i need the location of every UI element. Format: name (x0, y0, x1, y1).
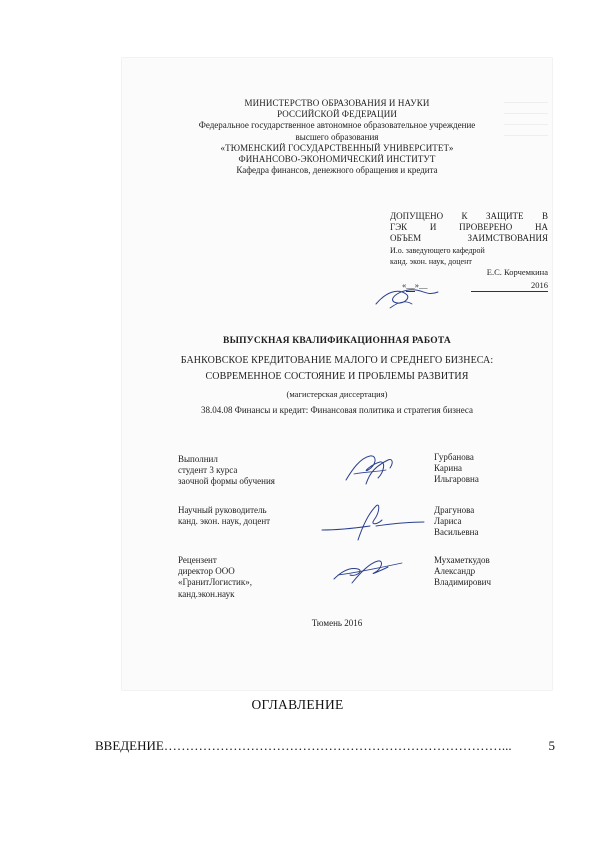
thesis-title-line: БАНКОВСКОЕ КРЕДИТОВАНИЕ МАЛОГО И СРЕДНЕГО БИЗНЕСА: (180, 355, 494, 366)
institution-header (122, 98, 552, 176)
author-role: Выполнил студент 3 курса заочной формы обучения (178, 454, 275, 487)
author-name: Гурбанова Карина Ильгаровна (434, 452, 479, 485)
supervisor-role: Научный руководитель канд. экон. наук, доцент (178, 505, 271, 527)
approval-signer-line (390, 267, 548, 278)
date-day: __ (406, 280, 415, 292)
approval-line: ДОПУЩЕНО К ЗАЩИТЕ В (390, 211, 548, 221)
ministry-line: РОССИЙСКОЙ ФЕДЕРАЦИИ (277, 109, 397, 120)
toc-heading: ОГЛАВЛЕНИЕ (251, 697, 344, 712)
toc-entry[interactable] (95, 738, 555, 754)
approval-degree: канд. экон. наук, доцент (390, 256, 472, 266)
reviewer-role: Рецензент директор ООО «ГранитЛогистик», канд.экон.наук (178, 555, 252, 599)
toc-entry-leader: ……………………………………………………………………... (163, 738, 512, 753)
scanned-title-page (122, 58, 552, 690)
date-month: »__ (414, 280, 428, 291)
dissertation-type: (магистерская диссертация) (286, 389, 388, 399)
approval-signer: Е.С. Корчемкина (486, 267, 548, 278)
specialty: 38.04.08 Финансы и кредит: Финансовая политика и стратегия бизнеса (200, 405, 474, 415)
reviewer-signature (328, 553, 408, 591)
author-signature (340, 450, 400, 490)
supervisor-signature (318, 500, 428, 544)
reviewer-name: Мухаметкудов Александр Владимирович (434, 555, 491, 588)
approval-line: ГЭК И ПРОВЕРЕНО НА (390, 222, 548, 233)
toc-entry-page: 5 (548, 738, 555, 753)
department-name: Кафедра финансов, денежного обращения и кредита (236, 165, 438, 176)
institute-name: ФИНАНСОВО-ЭКОНОМИЧЕСКИЙ ИНСТИТУТ (238, 154, 436, 165)
supervisor-name: Драгунова Лариса Васильевна (434, 505, 479, 538)
thesis-title-line: СОВРЕМЕННОЕ СОСТОЯНИЕ И ПРОБЛЕМЫ РАЗВИТИЯ (205, 371, 469, 382)
approval-signature (372, 278, 442, 312)
ministry-line: МИНИСТЕРСТВО ОБРАЗОВАНИЯ И НАУКИ (244, 98, 430, 108)
toc-entry-label: ВВЕДЕНИЕ (95, 738, 164, 753)
ministry-line: Федеральное государственное автономное образовательное учреждение (198, 120, 476, 131)
city-year: Тюмень 2016 (311, 618, 363, 628)
date-year: 2016 (531, 280, 548, 291)
acting-head-label: И.о. заведующего кафедрой (390, 245, 485, 255)
university-name: «ТЮМЕНСКИЙ ГОСУДАРСТВЕННЫЙ УНИВЕРСИТЕТ» (220, 142, 454, 153)
thesis-title-block (122, 335, 552, 416)
approval-line: ОБЪЕМ ЗАИМСТВОВАНИЯ (390, 233, 548, 244)
date-open-quote: « (402, 280, 407, 291)
ministry-line: высшего образования (295, 131, 379, 142)
work-type: ВЫПУСКНАЯ КВАЛИФИКАЦИОННАЯ РАБОТА (223, 336, 451, 346)
